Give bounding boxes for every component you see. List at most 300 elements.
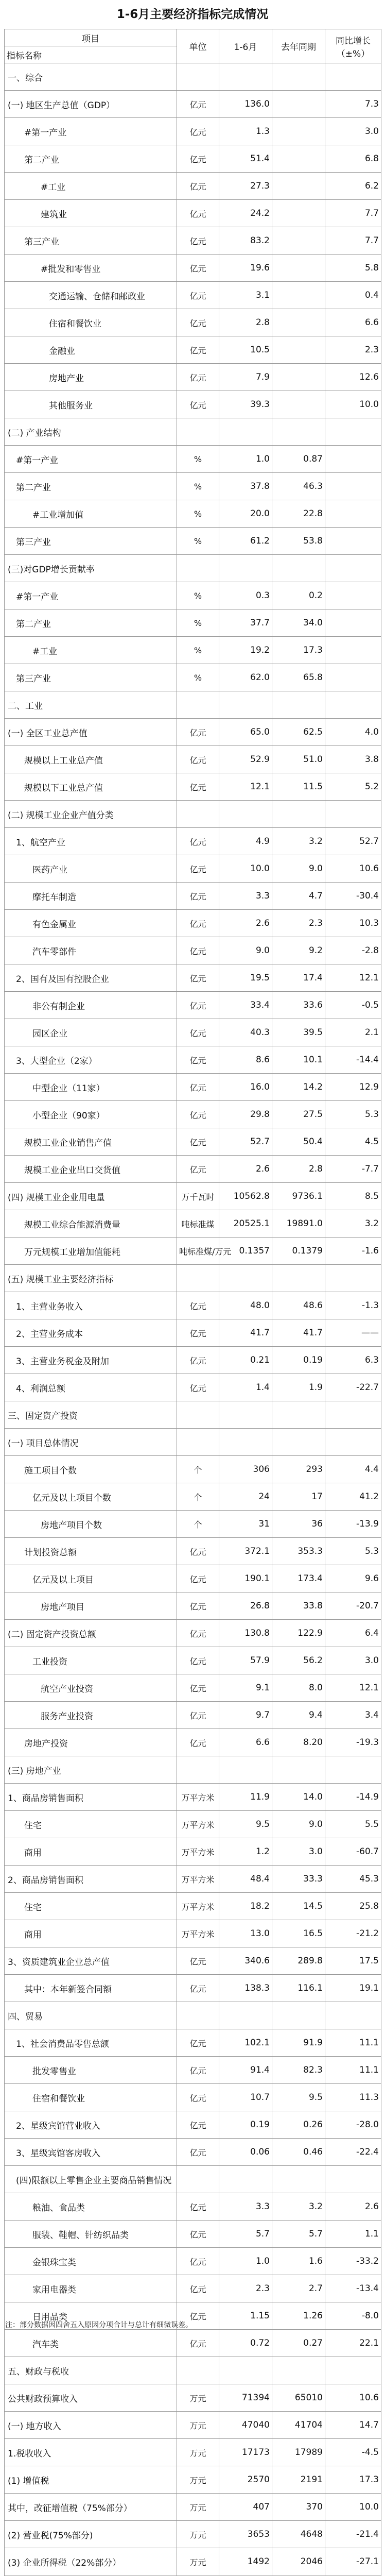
row-unit: 亿元 [177, 2111, 219, 2139]
row-growth: 0.4 [325, 282, 381, 309]
row-current: 39.3 [219, 391, 272, 418]
row-current: 10.5 [219, 336, 272, 364]
row-growth: 7.7 [325, 200, 381, 227]
row-last-year: 5.7 [272, 2221, 325, 2248]
row-growth: 6.4 [325, 1620, 381, 1647]
row-unit: 亿元 [177, 1674, 219, 1702]
row-current [219, 1756, 272, 1784]
row-growth: -7.7 [325, 1156, 381, 1183]
table-row [5, 992, 381, 1019]
row-unit: 亿元 [177, 1046, 219, 1074]
row-unit: 亿元 [177, 2302, 219, 2330]
row-last-year: 353.3 [272, 1538, 325, 1565]
row-unit: 亿元 [177, 2330, 219, 2357]
table-row [5, 1238, 381, 1265]
row-growth: 11.3 [325, 2084, 381, 2111]
row-name: 规模工业综合能源消费量 [5, 1210, 177, 1238]
row-last-year [272, 555, 325, 582]
row-name: (一) 地区生产总值（GDP） [5, 91, 177, 118]
row-unit: 亿元 [177, 1019, 219, 1046]
header-last-year: 去年同期 [272, 29, 325, 63]
row-last-year: 16.5 [272, 1920, 325, 1947]
table-row [5, 746, 381, 773]
table-row [5, 2166, 381, 2193]
header-growth [325, 29, 381, 63]
row-growth: -13.9 [325, 1511, 381, 1538]
row-unit: 亿元 [177, 364, 219, 391]
row-growth [325, 555, 381, 582]
row-unit: 亿元 [177, 1319, 219, 1347]
row-last-year [272, 391, 325, 418]
row-unit: 万元 [177, 2548, 219, 2575]
header-item: 项目 [5, 29, 177, 46]
row-last-year: 0.27 [272, 2330, 325, 2357]
row-last-year [272, 691, 325, 719]
table-row [5, 1920, 381, 1947]
table-row [5, 1702, 381, 1729]
row-name: 其中，改征增值税（75%部分） [5, 2494, 177, 2521]
row-name: 公共财政预算收入 [5, 2384, 177, 2412]
row-last-year: 91.9 [272, 2029, 325, 2057]
row-growth: 4.0 [325, 719, 381, 746]
row-growth: 3.4 [325, 1702, 381, 1729]
table-row [5, 1947, 381, 1975]
row-unit: 亿元 [177, 746, 219, 773]
row-current: 19.5 [219, 964, 272, 992]
row-growth [325, 2357, 381, 2384]
row-last-year: 1.26 [272, 2302, 325, 2330]
row-growth [325, 664, 381, 691]
row-growth: -60.7 [325, 1838, 381, 1866]
row-last-year [272, 2357, 325, 2384]
row-name: (3) 企业所得税（22%部分） [5, 2548, 177, 2575]
row-unit: 亿元 [177, 2275, 219, 2302]
row-current: 372.1 [219, 1538, 272, 1565]
table-row [5, 1292, 381, 1319]
row-growth: 7.3 [325, 91, 381, 118]
row-unit: 亿元 [177, 2221, 219, 2248]
row-growth: 25.8 [325, 1893, 381, 1920]
row-unit: % [177, 609, 219, 637]
table-row [5, 282, 381, 309]
row-growth: 9.6 [325, 1565, 381, 1592]
row-name: 2、主营业务成本 [5, 1319, 177, 1347]
row-current: 29.8 [219, 1101, 272, 1128]
row-name: 住宿和餐饮业 [5, 2084, 177, 2111]
row-current: 1.4 [219, 1374, 272, 1401]
row-name: 粮油、食品类 [5, 2193, 177, 2221]
row-unit: 万平方米 [177, 1893, 219, 1920]
row-current: 12.1 [219, 773, 272, 801]
row-growth: 2.6 [325, 2193, 381, 2221]
row-last-year: 293 [272, 1456, 325, 1483]
row-unit: 亿元 [177, 1592, 219, 1620]
row-current [219, 555, 272, 582]
row-last-year: 2.3 [272, 910, 325, 937]
row-name: #第一产业 [5, 118, 177, 145]
row-last-year: 8.0 [272, 1674, 325, 1702]
row-growth: 2.1 [325, 1019, 381, 1046]
header-growth-label: 同比增长 [327, 33, 379, 46]
row-growth: -33.2 [325, 2248, 381, 2275]
row-unit: 亿元 [177, 1647, 219, 1674]
row-last-year: 0.1379 [272, 1238, 325, 1265]
row-current: 18.2 [219, 1893, 272, 1920]
row-growth: 10.0 [325, 2494, 381, 2521]
table-row [5, 1729, 381, 1756]
table-row [5, 1401, 381, 1429]
row-growth: -22.7 [325, 1374, 381, 1401]
row-current [219, 1401, 272, 1429]
table-row [5, 1074, 381, 1101]
row-growth: 10.0 [325, 391, 381, 418]
row-name: (三) 房地产业 [5, 1756, 177, 1784]
row-current: 1.0 [219, 2248, 272, 2275]
row-unit [177, 2357, 219, 2384]
row-unit: 亿元 [177, 1156, 219, 1183]
row-last-year: 65010 [272, 2384, 325, 2412]
row-growth [325, 1429, 381, 1456]
row-growth: 3.0 [325, 118, 381, 145]
row-last-year [272, 200, 325, 227]
row-name: #第一产业 [5, 582, 177, 609]
header-current: 1-6月 [219, 29, 272, 63]
row-name: 第二产业 [5, 145, 177, 173]
table-body [5, 63, 381, 2576]
row-current: 6.6 [219, 1729, 272, 1756]
row-unit: 亿元 [177, 2029, 219, 2057]
row-unit: 亿元 [177, 1074, 219, 1101]
row-name: 亿元及以上项目个数 [5, 1483, 177, 1511]
row-growth: 5.2 [325, 773, 381, 801]
row-current [219, 63, 272, 91]
row-unit: 亿元 [177, 1347, 219, 1374]
row-current: 3653 [219, 2521, 272, 2548]
row-current: 10.0 [219, 855, 272, 883]
row-name: 2、商品房销售面积 [5, 1866, 177, 1893]
row-last-year: 4648 [272, 2521, 325, 2548]
row-current: 13.0 [219, 1920, 272, 1947]
row-last-year: 33.6 [272, 992, 325, 1019]
row-name: 规模以上工业总产值 [5, 746, 177, 773]
row-name: 3、星级宾馆客房收入 [5, 2139, 177, 2166]
row-last-year [272, 227, 325, 255]
row-growth [325, 528, 381, 555]
row-growth: 12.1 [325, 964, 381, 992]
row-last-year: 9736.1 [272, 1183, 325, 1210]
row-current: 24 [219, 1483, 272, 1511]
row-current: 71394 [219, 2384, 272, 2412]
row-last-year [272, 2002, 325, 2029]
row-name: #工业增加值 [5, 500, 177, 528]
row-growth: -22.4 [325, 2139, 381, 2166]
table-row [5, 2330, 381, 2357]
row-unit: 个 [177, 1456, 219, 1483]
table-row [5, 2221, 381, 2248]
row-unit: 亿元 [177, 964, 219, 992]
row-unit: 亿元 [177, 910, 219, 937]
row-unit: 万元 [177, 2494, 219, 2521]
row-current: 190.1 [219, 1565, 272, 1592]
table-row [5, 2248, 381, 2275]
row-unit: % [177, 637, 219, 664]
row-current: 51.4 [219, 145, 272, 173]
row-name: (一) 项目总体情况 [5, 1429, 177, 1456]
row-name: 规模以下工业总产值 [5, 773, 177, 801]
row-unit [177, 801, 219, 828]
row-growth [325, 1401, 381, 1429]
row-unit: 亿元 [177, 1620, 219, 1647]
row-current: 40.3 [219, 1019, 272, 1046]
row-last-year: 56.2 [272, 1647, 325, 1674]
table-row [5, 1046, 381, 1074]
row-name: 1、航空产业 [5, 828, 177, 855]
table-row [5, 2439, 381, 2466]
table-row [5, 828, 381, 855]
row-unit: 万元 [177, 2521, 219, 2548]
table-row [5, 555, 381, 582]
table-row [5, 528, 381, 555]
table-row [5, 937, 381, 964]
row-unit: 亿元 [177, 1374, 219, 1401]
row-current: 33.4 [219, 992, 272, 1019]
row-name: 万元规模工业增加值能耗 [5, 1238, 177, 1265]
row-last-year: 50.4 [272, 1128, 325, 1156]
row-current [219, 691, 272, 719]
table-row [5, 1183, 381, 1210]
row-unit: 亿元 [177, 2248, 219, 2275]
table-row [5, 200, 381, 227]
table-row [5, 855, 381, 883]
row-current: 10562.8 [219, 1183, 272, 1210]
table-row [5, 664, 381, 691]
row-last-year: 46.3 [272, 473, 325, 500]
row-growth: 4.5 [325, 1128, 381, 1156]
row-growth [325, 1756, 381, 1784]
row-last-year: 51.0 [272, 746, 325, 773]
row-unit: 万平方米 [177, 1811, 219, 1838]
row-current: 52.7 [219, 1128, 272, 1156]
row-current: 83.2 [219, 227, 272, 255]
row-name: 3、资质建筑业企业总产值 [5, 1947, 177, 1975]
row-unit [177, 1265, 219, 1292]
table-row [5, 446, 381, 473]
table-row [5, 1838, 381, 1866]
row-current: 3.3 [219, 883, 272, 910]
table-row [5, 1756, 381, 1784]
row-growth [325, 1265, 381, 1292]
row-last-year: 65.8 [272, 664, 325, 691]
table-row [5, 1101, 381, 1128]
table-row [5, 1374, 381, 1401]
row-last-year [272, 91, 325, 118]
row-current: 11.9 [219, 1784, 272, 1811]
row-name: 服务产业投资 [5, 1702, 177, 1729]
row-last-year [272, 2166, 325, 2193]
row-name: 1、社会消费品零售总额 [5, 2029, 177, 2057]
row-current: 65.0 [219, 719, 272, 746]
row-unit: 万元 [177, 2466, 219, 2494]
row-unit: 亿元 [177, 855, 219, 883]
table-row [5, 1347, 381, 1374]
row-growth: 2.3 [325, 336, 381, 364]
row-growth: 6.2 [325, 173, 381, 200]
row-growth: 10.3 [325, 910, 381, 937]
row-unit: 亿元 [177, 336, 219, 364]
row-current: 9.1 [219, 1674, 272, 1702]
row-last-year: 1.6 [272, 2248, 325, 2275]
row-unit: 亿元 [177, 719, 219, 746]
table-row [5, 1511, 381, 1538]
row-unit: 亿元 [177, 828, 219, 855]
row-last-year: 14.2 [272, 1074, 325, 1101]
report-title: 1-6月主要经济指标完成情况 [0, 0, 385, 29]
row-last-year [272, 801, 325, 828]
table-row [5, 801, 381, 828]
row-name: 第三产业 [5, 664, 177, 691]
header-growth-unit: （±%） [327, 46, 379, 59]
row-last-year: 2.8 [272, 1156, 325, 1183]
row-last-year: 48.6 [272, 1292, 325, 1319]
row-name: 其他服务业 [5, 391, 177, 418]
row-current: 26.8 [219, 1592, 272, 1620]
row-last-year: 53.8 [272, 528, 325, 555]
table-row [5, 1592, 381, 1620]
row-unit: % [177, 582, 219, 609]
table-row [5, 2412, 381, 2439]
row-name: 1、主营业务收入 [5, 1292, 177, 1319]
row-current [219, 2166, 272, 2193]
row-last-year: 289.8 [272, 1947, 325, 1975]
row-growth: 5.3 [325, 1101, 381, 1128]
row-unit: % [177, 664, 219, 691]
table-row [5, 1483, 381, 1511]
row-last-year [272, 63, 325, 91]
row-unit: 亿元 [177, 1101, 219, 1128]
row-growth: 5.8 [325, 255, 381, 282]
row-growth: -27.1 [325, 2548, 381, 2575]
row-unit [177, 1756, 219, 1784]
row-growth: -20.7 [325, 1592, 381, 1620]
table-row [5, 336, 381, 364]
row-last-year: 9.4 [272, 1702, 325, 1729]
row-growth: 17.3 [325, 2466, 381, 2494]
row-unit: 亿元 [177, 145, 219, 173]
row-name: #工业 [5, 637, 177, 664]
row-name: 住宅 [5, 1893, 177, 1920]
row-unit: 亿元 [177, 773, 219, 801]
footnote: 注：部分数据因四舍五入原因分项合计与总计有细微误差。 [5, 2319, 192, 2330]
table-row [5, 2002, 381, 2029]
row-last-year: 27.5 [272, 1101, 325, 1128]
row-current: 306 [219, 1456, 272, 1483]
row-name: 其中：本年新签合同额 [5, 1975, 177, 2002]
row-last-year: 10.1 [272, 1046, 325, 1074]
row-growth: 4.4 [325, 1456, 381, 1483]
row-growth: 52.7 [325, 828, 381, 855]
row-name: 计划投资总额 [5, 1538, 177, 1565]
table-row [5, 1565, 381, 1592]
table-row [5, 2084, 381, 2111]
row-growth: 3.2 [325, 1210, 381, 1238]
row-current: 1.3 [219, 118, 272, 145]
row-unit: 吨标准煤/万元 [177, 1238, 219, 1265]
row-name: 3、主营业务税金及附加 [5, 1347, 177, 1374]
row-current: 407 [219, 2494, 272, 2521]
row-name: 1.税收收入 [5, 2439, 177, 2466]
table-row [5, 364, 381, 391]
row-unit: % [177, 528, 219, 555]
table-row [5, 63, 381, 91]
row-name: 施工项目个数 [5, 1456, 177, 1483]
row-current: 0.06 [219, 2139, 272, 2166]
row-growth: 3.0 [325, 1647, 381, 1674]
row-growth: 6.6 [325, 309, 381, 336]
row-unit: 亿元 [177, 937, 219, 964]
row-name: 房地产业 [5, 364, 177, 391]
row-name: 3、大型企业（2家） [5, 1046, 177, 1074]
row-current: 91.4 [219, 2057, 272, 2084]
table-row [5, 1647, 381, 1674]
row-name: (二) 固定资产投资总额 [5, 1620, 177, 1647]
row-name: 中型企业（11家） [5, 1074, 177, 1101]
row-name: 金银珠宝类 [5, 2248, 177, 2275]
table-header-row-1 [5, 29, 381, 46]
row-last-year [272, 145, 325, 173]
row-growth: 5.5 [325, 1811, 381, 1838]
row-name: 工业投资 [5, 1647, 177, 1674]
row-name: 交通运输、仓储和邮政业 [5, 282, 177, 309]
row-last-year [272, 118, 325, 145]
table-row [5, 964, 381, 992]
row-unit: 万元 [177, 2412, 219, 2439]
row-name: 第二产业 [5, 609, 177, 637]
row-last-year: 3.2 [272, 2193, 325, 2221]
row-last-year [272, 1401, 325, 1429]
row-unit [177, 555, 219, 582]
row-name: 2、国有及国有控股企业 [5, 964, 177, 992]
row-unit: % [177, 446, 219, 473]
row-unit: 亿元 [177, 1702, 219, 1729]
row-last-year: 33.8 [272, 1592, 325, 1620]
row-unit: 万平方米 [177, 1920, 219, 1947]
row-growth: 5.3 [325, 1538, 381, 1565]
row-growth [325, 801, 381, 828]
row-growth: -21.4 [325, 2521, 381, 2548]
row-current: 4.9 [219, 828, 272, 855]
table-row [5, 1210, 381, 1238]
row-unit: 亿元 [177, 309, 219, 336]
row-growth: 22.1 [325, 2330, 381, 2357]
row-name: #第一产业 [5, 446, 177, 473]
row-last-year: 1.9 [272, 1374, 325, 1401]
row-name: 三、固定资产投资 [5, 1401, 177, 1429]
row-growth: -21.2 [325, 1920, 381, 1947]
row-last-year: 14.0 [272, 1784, 325, 1811]
row-growth [325, 691, 381, 719]
row-unit: 亿元 [177, 282, 219, 309]
table-row [5, 1456, 381, 1483]
row-growth: -28.0 [325, 2111, 381, 2139]
table-row [5, 2384, 381, 2412]
row-name: (一) 地方收入 [5, 2412, 177, 2439]
row-unit: % [177, 500, 219, 528]
row-unit: 亿元 [177, 173, 219, 200]
row-name: 汽车零部件 [5, 937, 177, 964]
row-name: (三)对GDP增长贡献率 [5, 555, 177, 582]
row-current: 3.1 [219, 282, 272, 309]
row-name: 第二产业 [5, 473, 177, 500]
